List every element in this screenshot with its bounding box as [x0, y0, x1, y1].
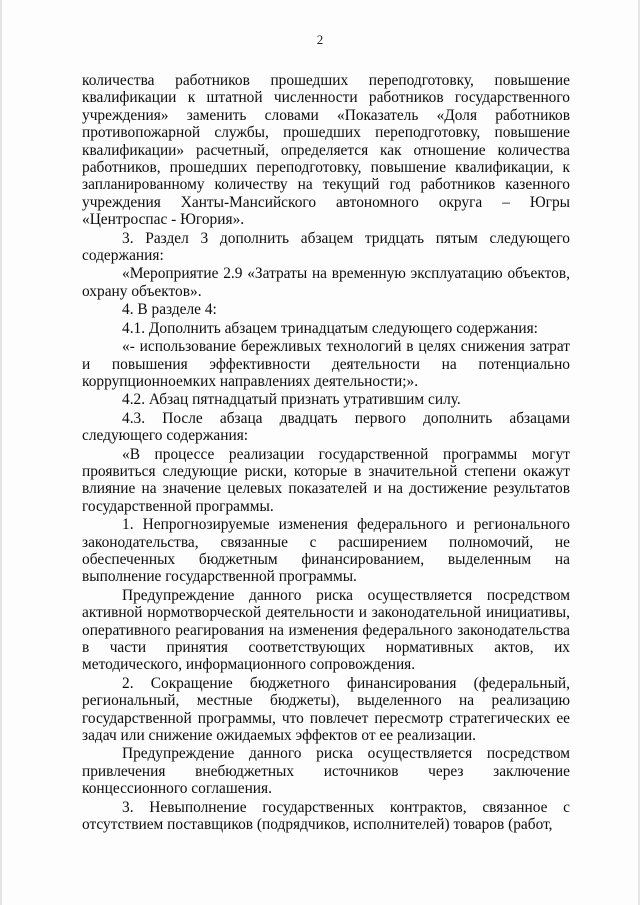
paragraph: 2. Сокращение бюджетного финансирования (федеральный, региональный, местные бюджеты), выделенного на реализацию государственной программы, что повлечет пересмотр стратегических ее задач или снижение ожидаемых эффектов от ее реализации.	[82, 674, 570, 745]
page-number: 2	[316, 32, 324, 47]
paragraph: «Мероприятие 2.9 «Затраты на временную эксплуатацию объектов, охрану объектов».	[82, 265, 570, 300]
paragraph: Предупреждение данного риска осуществляется посредством привлечения внебюджетных источников через заключение концессионного соглашения.	[82, 745, 570, 798]
paragraph: 1. Непрогнозируемые изменения федерального и регионального законодательства, связанные с расширением полномочий, не обеспеченных бюджетным финансированием, выделенным на выполнение государственной программы.	[82, 516, 570, 586]
paragraph: 4.1. Дополнить абзацем тринадцатым следующего содержания:	[122, 319, 538, 337]
document-body	[82, 72, 570, 833]
paragraph: 3. Раздел 3 дополнить абзацем тридцать пятым следующего содержания:	[82, 229, 570, 265]
paragraph: «- использование бережливых технологий в целях снижения затрат и повышения эффективности деятельности на потенциально коррупционноемких направлениях деятельности;».	[82, 338, 570, 390]
paragraph: 4.2. Абзац пятнадцатый признать утратившим силу.	[122, 391, 461, 409]
paragraph: 3. Невыполнение государственных контрактов, связанное с отсутствием поставщиков (подрядчиков, исполнителей) товаров (работ,	[82, 798, 570, 834]
paragraph: количества работников прошедших переподготовку, повышение квалификации к штатной численности работников государственного учреждения» заменить словами «Показатель «Доля работников противопожарной службы, прошедших переподготовку, повышение квалификации» расчетный, определяется как отношение количества работников, прошедших переподготовку, повышение квалификации, к запланированному количеству на текущий год работников казенного учреждения Ханты-Мансийского автономного округа – Югры «Центроспас - Югория».	[82, 72, 570, 229]
paragraph: 4.3. После абзаца двадцать первого дополнить абзацами следующего содержания:	[82, 409, 570, 445]
paragraph: «В процессе реализации государственной программы могут проявиться следующие риски, которые в значительной степени окажут влияние на значение целевых показателей и на достижение результатов государственной программы.	[82, 445, 570, 515]
paragraph: Предупреждение данного риска осуществляется посредством активной нормотворческой деятельности и законодательной инициативы, оперативного реагирования на изменения федерального законодательства в части принятия соответствующих нормативных актов, их методического, информационного сопровождения.	[82, 586, 570, 674]
paragraph: 4. В разделе 4:	[122, 301, 217, 319]
